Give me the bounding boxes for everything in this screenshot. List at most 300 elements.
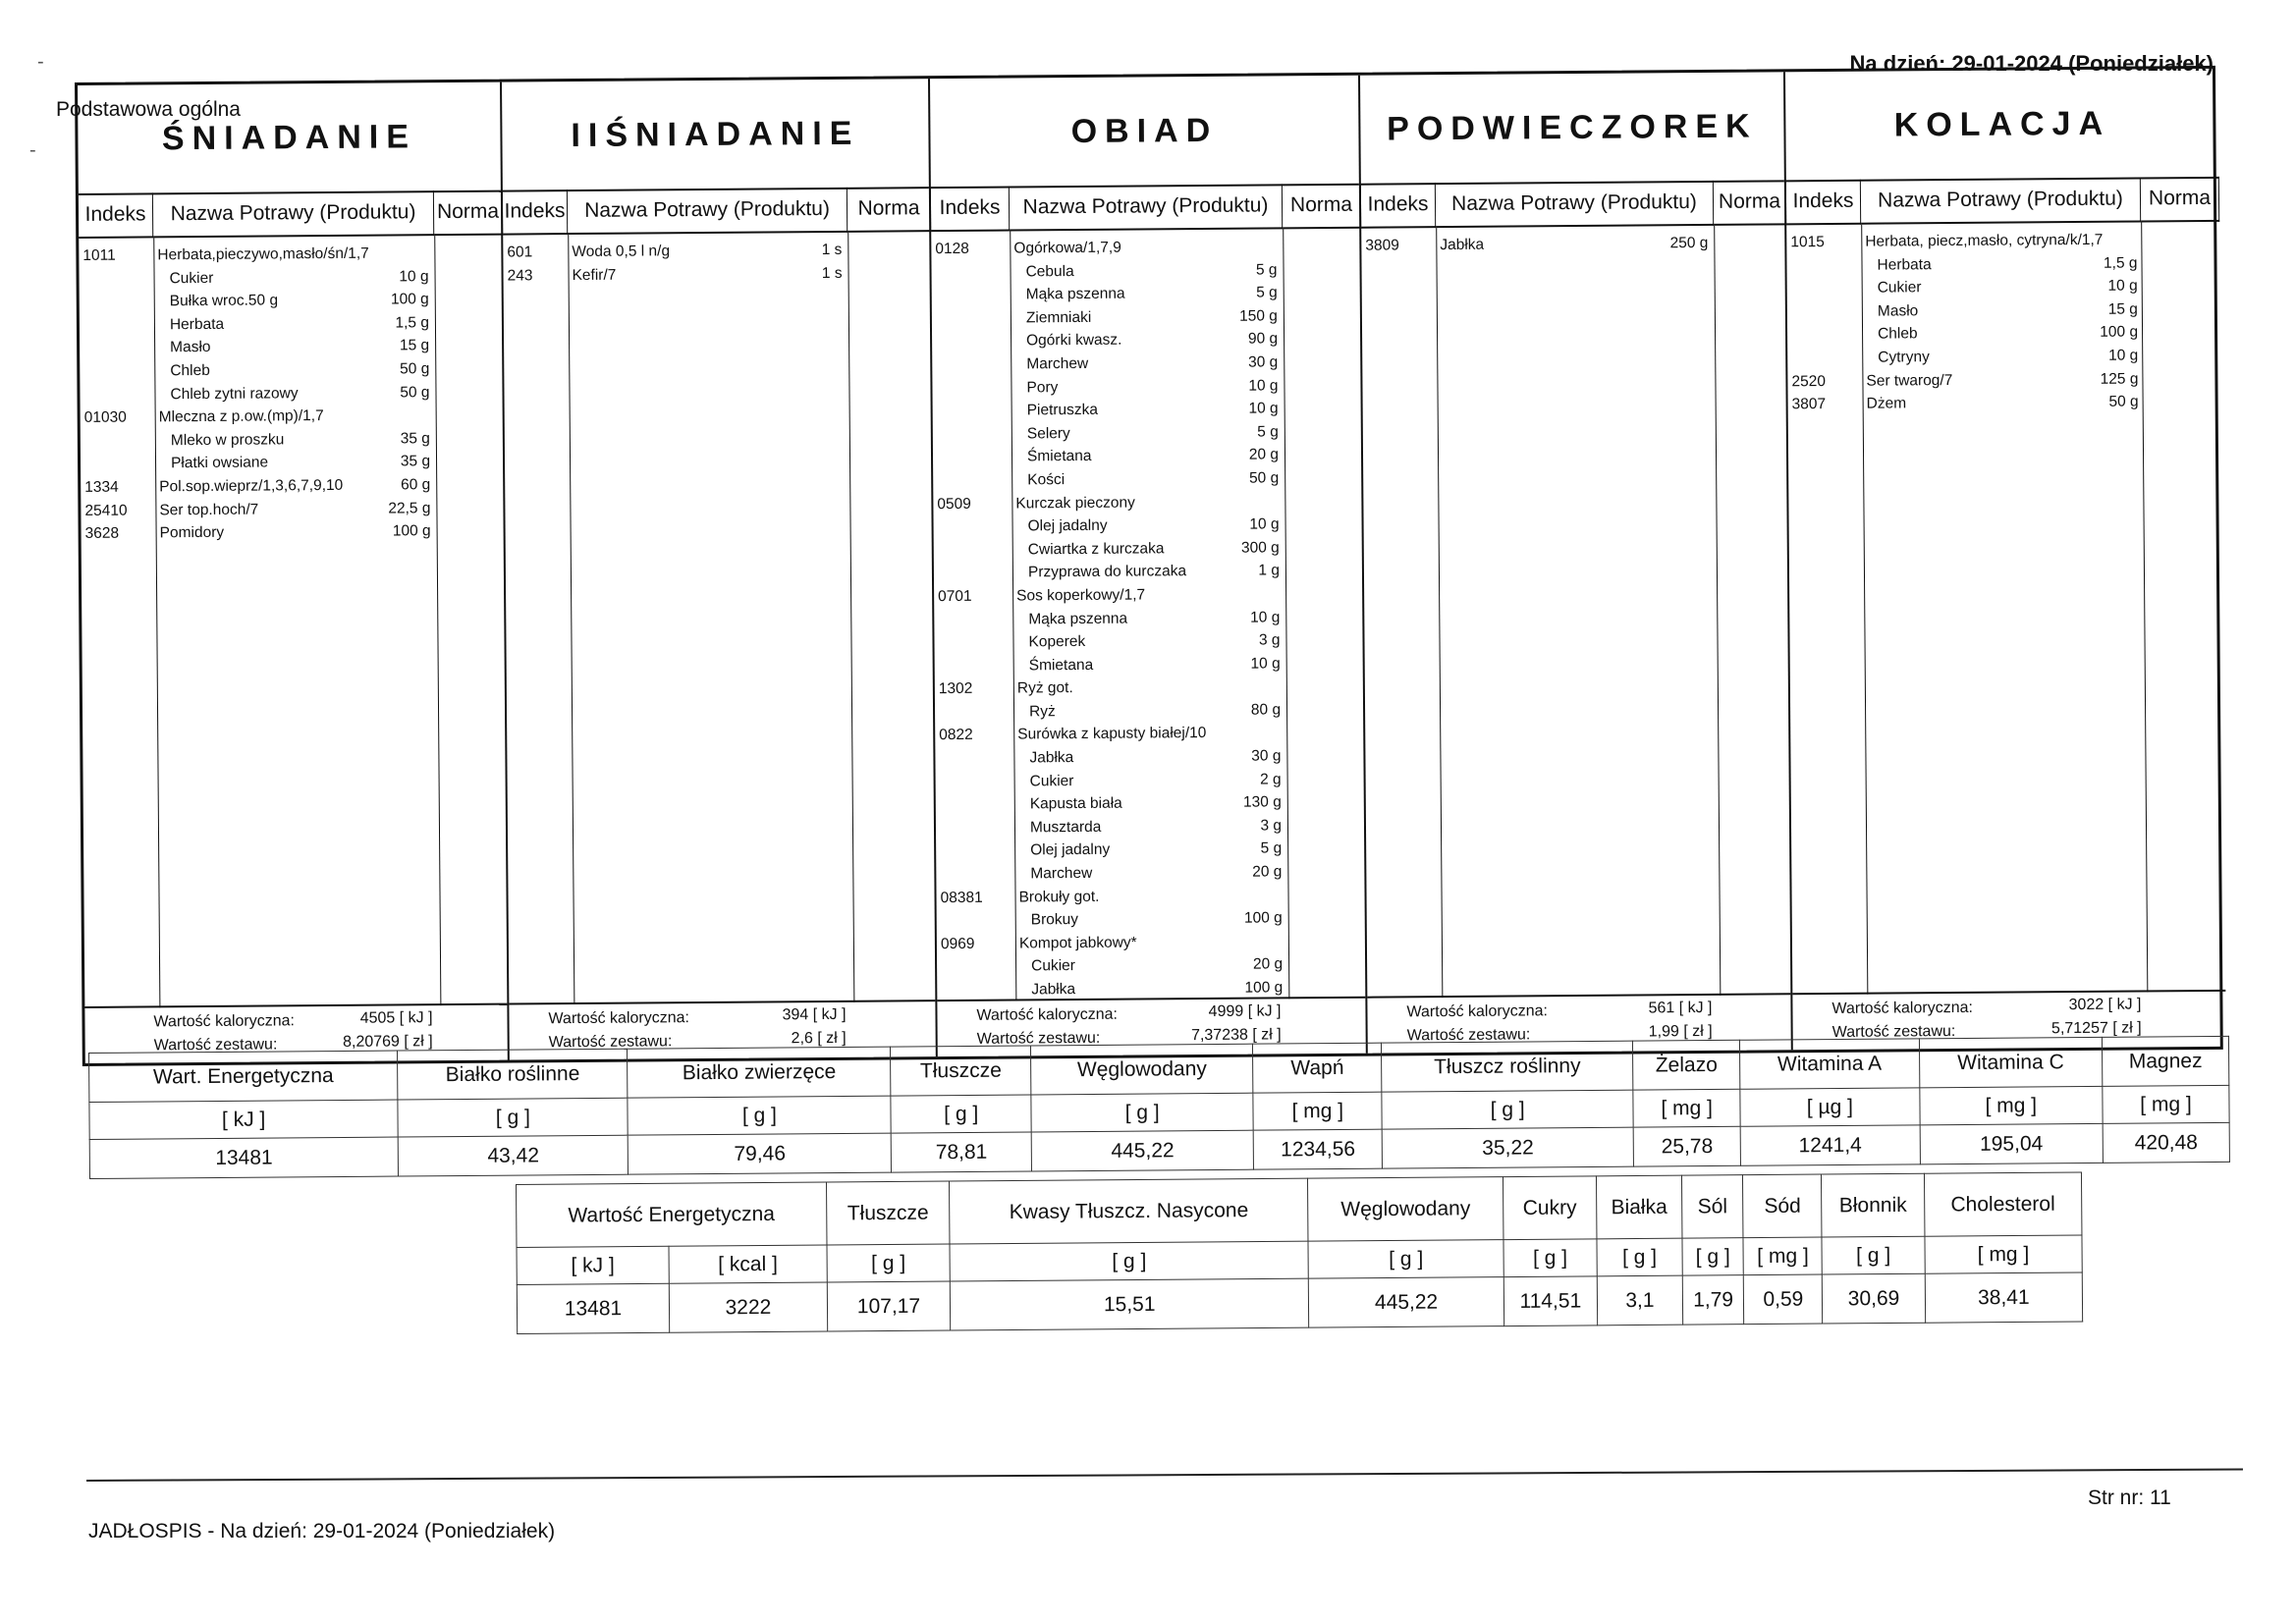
item-index: 0128 [935, 240, 969, 258]
item-norm: 100 g [2100, 323, 2139, 342]
item-name: Mąka pszenna [1025, 285, 1125, 303]
item-name: Mleczna z p.ow.(mp)/1,7 [158, 407, 324, 426]
list-item [932, 373, 1360, 400]
item-norm: 22,5 g [388, 499, 431, 517]
item-norm: 1,5 g [2103, 254, 2138, 272]
item-name: Pietruszka [1026, 401, 1099, 419]
meal-items [1786, 228, 2220, 416]
item-name: Surówka z kapusty białej/10 [1017, 725, 1207, 743]
nutrient-value: 1234,56 [1253, 1129, 1382, 1169]
nutrient-value: 195,04 [1920, 1123, 2104, 1163]
list-item [1786, 250, 2219, 277]
set-label: Wartość zestawu: [1831, 1022, 1956, 1041]
list-item [82, 519, 504, 546]
item-index: 1302 [938, 680, 973, 698]
item-name: Ogórki kwasz. [1026, 332, 1122, 350]
list-item [934, 628, 1362, 655]
nutrient-value: 420,48 [2103, 1122, 2229, 1163]
list-item [503, 238, 929, 264]
item-name: Marchew [1030, 864, 1093, 883]
nutrient-unit: [ g ] [891, 1095, 1031, 1133]
item-name: Woda 0,5 l n/g [572, 243, 671, 261]
list-item [933, 489, 1361, 515]
menu-subtitle: Podstawowa ogólna [56, 98, 241, 121]
meal-0 [78, 82, 510, 1063]
nutrient-header: Żelazo [1633, 1040, 1740, 1090]
col-header-index: Indeks [1361, 183, 1436, 229]
meal-3 [1360, 72, 1793, 1053]
kcal-label: Wartość kaloryczna: [976, 1005, 1119, 1024]
nutrient-header: Białko zwierzęce [628, 1047, 891, 1098]
meal-title: PODWIECZOREK [1360, 72, 1784, 185]
item-name: Herbata [1877, 255, 1932, 274]
nutrient-unit: [ g ] [1308, 1240, 1503, 1279]
item-norm: 50 g [400, 360, 430, 378]
kcal-value: 561 [ kJ ] [1648, 999, 1713, 1017]
item-name: Cukier [1877, 279, 1922, 297]
list-item [932, 351, 1360, 377]
nutrient-header: Cukry [1503, 1176, 1597, 1240]
meal-items [503, 238, 929, 288]
item-name: Przyprawa do kurczaka [1027, 563, 1187, 581]
nutrient-unit: [ g ] [1682, 1238, 1744, 1275]
item-norm: 5 g [1257, 423, 1279, 441]
list-item [935, 744, 1363, 771]
list-item [936, 814, 1364, 840]
nutrient-value: 445,22 [1031, 1130, 1254, 1171]
item-index: 1015 [1790, 234, 1825, 251]
column-divider [568, 235, 574, 1004]
nutrient-value: 13481 [517, 1283, 669, 1333]
nutrient-unit: [ kJ ] [517, 1246, 669, 1284]
item-name: Kefir/7 [572, 266, 617, 284]
item-name: Herbata,pieczywo,masło/śn/1,7 [157, 244, 369, 264]
set-label: Wartość zestawu: [976, 1029, 1101, 1048]
item-name: Jabłka [1440, 236, 1485, 254]
item-name: Cukier [1031, 957, 1075, 975]
item-norm: 10 g [399, 267, 429, 286]
item-name: Herbata [169, 315, 225, 334]
column-divider [847, 233, 854, 1002]
item-norm: 30 g [1248, 353, 1279, 371]
kcal-label: Wartość kaloryczna: [153, 1012, 296, 1031]
item-name: Sos koperkowy/1,7 [1016, 586, 1146, 605]
item-norm: 60 g [400, 476, 431, 494]
list-item [933, 513, 1361, 539]
item-norm: 100 g [1243, 909, 1283, 927]
column-divider [1714, 226, 1721, 996]
nutrient-value: 25,78 [1633, 1126, 1740, 1166]
meal-2 [930, 76, 1368, 1056]
col-header-norm: Norma [1283, 184, 1361, 230]
item-norm: 35 g [400, 453, 431, 470]
list-item [933, 419, 1361, 446]
nutrient-value: 30,69 [1823, 1273, 1926, 1324]
item-name: Ser top.hoch/7 [159, 501, 259, 518]
item-name: Jabłka [1031, 981, 1076, 999]
item-norm: 10 g [1250, 608, 1281, 626]
list-item [931, 257, 1359, 284]
nutrient-value: 35,22 [1382, 1127, 1633, 1168]
list-item [936, 883, 1364, 909]
list-item [935, 698, 1363, 725]
nutrient-header: Tłuszcz roślinny [1382, 1041, 1633, 1092]
item-name: Ryż got. [1016, 679, 1073, 697]
item-name: Brokuy [1030, 911, 1079, 929]
item-name: Koperek [1028, 633, 1086, 651]
item-index: 25410 [84, 502, 128, 519]
list-item [79, 264, 501, 291]
item-norm: 10 g [1248, 376, 1279, 395]
nutrient-header: Wapń [1253, 1043, 1382, 1093]
nutrient-unit: [ mg ] [1633, 1089, 1740, 1127]
item-index: 1334 [84, 478, 119, 496]
item-name: Mąka pszenna [1028, 610, 1128, 627]
item-name: Ser twarog/7 [1866, 371, 1953, 390]
nutrient-unit: [ g ] [628, 1096, 891, 1135]
nutrient-header: Kwasy Tłuszcz. Nasycone [950, 1178, 1309, 1244]
item-index: 601 [507, 243, 533, 261]
item-name: Pol.sop.wieprz/1,3,6,7,9,10 [159, 476, 344, 496]
list-item [934, 535, 1362, 562]
list-item [1788, 390, 2221, 416]
nutrient-header: Witamina C [1919, 1037, 2103, 1087]
nutrient-unit: [ kJ ] [89, 1100, 399, 1139]
item-norm: 130 g [1242, 793, 1282, 811]
nutrient-unit: [ g ] [1503, 1239, 1597, 1277]
item-norm: 80 g [1250, 701, 1282, 719]
item-norm: 3 g [1258, 631, 1281, 649]
col-header-index: Indeks [931, 187, 1010, 233]
list-item [933, 443, 1361, 469]
item-norm: 20 g [1252, 863, 1283, 881]
col-header-name: Nazwa Potrawy (Produktu) [153, 190, 434, 238]
item-norm: 100 g [392, 522, 431, 540]
nutrient-header: Tłuszcze [891, 1046, 1031, 1096]
list-item [1787, 298, 2220, 324]
item-name: Pory [1026, 378, 1059, 396]
list-item [1787, 274, 2220, 300]
item-norm: 20 g [1248, 446, 1280, 463]
set-value: 1,99 [ zł ] [1648, 1022, 1713, 1041]
list-item [1787, 366, 2220, 393]
kcal-label: Wartość kaloryczna: [1831, 999, 1973, 1017]
list-item [932, 281, 1360, 307]
item-norm: 1 s [821, 241, 843, 259]
item-name: Kapusta biała [1029, 794, 1122, 813]
item-name: Cukier [1029, 772, 1074, 790]
item-name: Kurczak pieczony [1015, 494, 1135, 513]
nutrient-unit: [ g ] [827, 1244, 951, 1282]
list-item [81, 404, 503, 430]
item-norm: 20 g [1252, 955, 1284, 974]
item-norm: 1,5 g [395, 313, 429, 332]
col-header-index: Indeks [503, 189, 568, 236]
nutrient-header: Węglowodany [1031, 1044, 1254, 1095]
list-item [933, 466, 1361, 493]
meal-items [931, 235, 1365, 1002]
set-label: Wartość zestawu: [1406, 1026, 1531, 1045]
nutrient-value: 15,51 [950, 1278, 1309, 1330]
item-index: 0969 [940, 935, 975, 952]
item-name: Pomidory [159, 523, 225, 542]
item-name: Cwiartka z kurczaka [1027, 540, 1165, 559]
item-name: Masło [170, 339, 211, 356]
nutrient-value: 1241,4 [1740, 1125, 1920, 1165]
nutrient-unit: [ kcal ] [669, 1245, 827, 1283]
list-item [935, 651, 1363, 677]
list-item [80, 310, 502, 337]
nutrient-value: 3222 [669, 1282, 827, 1332]
nutrient-unit: [ mg ] [2103, 1085, 2229, 1123]
item-norm: 2 g [1259, 771, 1282, 788]
meal-title: KOLACJA [1785, 69, 2219, 182]
item-norm: 5 g [1256, 284, 1278, 301]
item-name: Ziemniaki [1025, 308, 1092, 327]
item-name: Kości [1027, 471, 1066, 489]
meal-title: IIŚNIADANIE [502, 79, 929, 191]
nutrient-value: 114,51 [1503, 1276, 1597, 1326]
item-name: Ryż [1028, 703, 1056, 721]
meal-4 [1785, 69, 2226, 1050]
item-norm: 3 g [1260, 817, 1283, 835]
item-index: 3809 [1365, 237, 1399, 254]
menu-table [75, 66, 2223, 1066]
kcal-value: 4999 [ kJ ] [1208, 1002, 1282, 1020]
col-header-name: Nazwa Potrawy (Produktu) [568, 188, 847, 235]
item-norm: 90 g [1247, 330, 1279, 348]
item-index: 08381 [940, 889, 983, 906]
scan-mark: - [29, 139, 36, 161]
list-item [935, 675, 1363, 701]
item-norm: 125 g [2100, 370, 2139, 388]
list-item [936, 860, 1364, 887]
item-name: Ogórkowa/1,7,9 [1013, 239, 1121, 257]
nutrient-value: 107,17 [827, 1281, 951, 1331]
header-date: Na dzień: 29-01-2024 (Poniedziałek) [1849, 51, 2214, 76]
list-item [81, 496, 503, 522]
item-index: 3628 [84, 524, 120, 543]
list-item [81, 426, 503, 453]
item-norm: 250 g [1669, 234, 1709, 252]
item-name: Selery [1026, 424, 1070, 443]
item-name: Chleb [1878, 325, 1918, 343]
item-name: Chleb [170, 361, 210, 380]
item-name: Chleb zytni razowy [170, 384, 299, 403]
item-norm: 300 g [1240, 539, 1280, 557]
col-header-name: Nazwa Potrawy (Produktu) [1436, 181, 1714, 228]
list-item [934, 605, 1362, 631]
item-norm: 100 g [390, 291, 429, 308]
nutrient-unit: [ mg ] [1919, 1086, 2103, 1124]
nutrient-unit: [ g ] [950, 1241, 1309, 1281]
list-item [80, 380, 502, 406]
nutrient-unit: [ g ] [1382, 1090, 1633, 1129]
nutrient-value: 43,42 [398, 1135, 628, 1176]
item-norm: 5 g [1260, 839, 1283, 857]
nutrition-table-2 [516, 1171, 2083, 1334]
item-name: Mleko w proszku [170, 431, 285, 449]
kcal-value: 3022 [ kJ ] [2068, 996, 2142, 1014]
set-value: 8,20769 [ zł ] [342, 1033, 433, 1051]
item-norm: 50 g [400, 383, 430, 401]
nutrient-header: Witamina A [1740, 1039, 1920, 1089]
list-item [936, 837, 1364, 863]
nutrient-value: 445,22 [1309, 1277, 1504, 1328]
list-item [932, 304, 1360, 331]
item-index: 0822 [939, 727, 973, 744]
scan-mark: - [37, 51, 44, 73]
kcal-value: 394 [ kJ ] [782, 1005, 847, 1024]
nutrient-unit: [ g ] [1822, 1236, 1925, 1274]
list-item [935, 721, 1363, 747]
item-name: Bułka wroc.50 g [169, 292, 279, 310]
nutrient-unit: [ g ] [398, 1098, 628, 1137]
nutrient-value: 3,1 [1597, 1275, 1682, 1325]
set-value: 2,6 [ zł ] [791, 1029, 847, 1048]
kcal-label: Wartość kaloryczna: [548, 1009, 690, 1028]
list-item [1361, 231, 1784, 257]
col-header-norm: Norma [434, 190, 503, 237]
list-item [80, 357, 502, 384]
item-name: Cytryny [1878, 349, 1930, 366]
nutrition-table-1 [88, 1036, 2230, 1179]
item-norm: 50 g [1248, 469, 1280, 487]
nutrient-header: Białko roślinne [398, 1049, 629, 1100]
meal-title: ŚNIADANIE [78, 82, 501, 195]
nutrient-header: Sód [1743, 1174, 1822, 1238]
column-divider [1436, 228, 1443, 998]
col-header-name: Nazwa Potrawy (Produktu) [1861, 177, 2141, 224]
item-index: 3807 [1791, 396, 1827, 413]
list-item [936, 790, 1364, 817]
nutrient-header: Magnez [2103, 1036, 2229, 1086]
item-name: Musztarda [1029, 818, 1102, 837]
item-norm: 10 g [2108, 347, 2139, 364]
col-header-norm: Norma [1714, 180, 1786, 226]
item-name: Masło [1877, 302, 1919, 320]
nutrient-header: Błonnik [1822, 1173, 1925, 1237]
item-name: Dżem [1866, 395, 1907, 412]
nutrient-header: Tłuszcze [826, 1181, 950, 1245]
nutrient-value: 79,46 [629, 1133, 892, 1174]
item-name: Kompot jabkowy* [1018, 934, 1137, 952]
item-index: 2520 [1791, 372, 1826, 390]
item-name: Śmietana [1028, 656, 1094, 675]
nutrient-header: Sól [1681, 1175, 1743, 1238]
item-norm: 5 g [1255, 260, 1278, 279]
item-index: 0509 [937, 495, 971, 513]
nutrient-header: Białka [1596, 1175, 1681, 1239]
meal-items [79, 242, 503, 546]
set-label: Wartość zestawu: [548, 1033, 673, 1052]
nutrient-unit: [ mg ] [1925, 1235, 2083, 1273]
item-norm: 10 g [1249, 515, 1280, 533]
energy-header: Wartość Energetyczna [517, 1182, 827, 1247]
item-name: Jabłka [1029, 749, 1074, 767]
nutrient-unit: [ mg ] [1253, 1092, 1382, 1130]
item-name: Olej jadalny [1027, 516, 1108, 535]
list-item [932, 327, 1360, 353]
item-name: Herbata, piecz,masło, cytryna/k/1,7 [1865, 231, 2104, 250]
item-norm: 15 g [2107, 300, 2138, 318]
list-item [937, 952, 1365, 979]
set-label: Wartość zestawu: [153, 1036, 278, 1055]
item-norm: 15 g [399, 337, 430, 354]
item-index: 243 [507, 266, 533, 285]
list-item [80, 288, 502, 314]
item-name: Płatki owsiane [170, 454, 269, 472]
list-item [503, 261, 929, 288]
item-norm: 35 g [400, 429, 430, 448]
item-name: Cebula [1025, 262, 1074, 280]
item-name: Marchew [1026, 354, 1089, 373]
list-item [81, 473, 503, 500]
list-item [931, 235, 1359, 261]
nutrient-header: Węglowodany [1308, 1177, 1503, 1242]
footer-rule [86, 1469, 2243, 1482]
col-header-index: Indeks [1786, 180, 1861, 226]
item-norm: 10 g [1248, 400, 1279, 417]
list-item [81, 450, 503, 476]
list-item [934, 582, 1362, 609]
nutrient-value: 38,41 [1925, 1272, 2083, 1323]
nutrient-unit: [ g ] [1031, 1093, 1254, 1132]
nutrient-unit: [ mg ] [1743, 1237, 1822, 1275]
col-header-index: Indeks [79, 192, 153, 239]
list-item [936, 767, 1364, 793]
item-name: Brokuły got. [1018, 888, 1100, 906]
list-item [937, 906, 1365, 933]
footer-title: JADŁOSPIS - Na dzień: 29-01-2024 (Poniedziałek) [88, 1520, 556, 1542]
item-norm: 10 g [2107, 277, 2138, 295]
item-norm: 150 g [1239, 307, 1278, 325]
nutrient-unit: [ g ] [1597, 1238, 1682, 1276]
item-name: Olej jadalny [1030, 841, 1111, 859]
item-norm: 50 g [2108, 393, 2139, 410]
meal-1 [502, 79, 938, 1059]
col-header-norm: Norma [847, 187, 931, 233]
list-item [1787, 344, 2220, 370]
item-norm: 10 g [1250, 655, 1281, 673]
set-value: 7,37238 [ zł ] [1190, 1026, 1282, 1045]
list-item [937, 930, 1365, 956]
nutrient-value: 0,59 [1744, 1274, 1823, 1325]
nutrient-header: Cholesterol [1924, 1172, 2082, 1236]
item-norm: 30 g [1251, 747, 1282, 765]
item-norm: 1 s [821, 264, 843, 282]
col-header-name: Nazwa Potrawy (Produktu) [1010, 184, 1283, 231]
list-item [934, 559, 1362, 585]
item-name: Cukier [169, 269, 214, 287]
col-header-norm: Norma [2141, 177, 2219, 223]
set-value: 5,71257 [ zł ] [2050, 1019, 2142, 1038]
nutrient-header: Wart. Energetyczna [89, 1051, 399, 1102]
nutrient-value: 78,81 [892, 1132, 1032, 1172]
list-item [1787, 320, 2220, 347]
nutrient-value: 13481 [89, 1137, 399, 1178]
meal-title: OBIAD [930, 76, 1359, 189]
meal-items [1361, 231, 1784, 257]
item-norm: 100 g [1244, 979, 1284, 997]
list-item [79, 242, 501, 268]
kcal-label: Wartość kaloryczna: [1406, 1002, 1548, 1021]
item-name: Śmietana [1026, 448, 1092, 465]
page-number: Str nr: 11 [2088, 1487, 2171, 1509]
nutrient-value: 1,79 [1682, 1275, 1744, 1325]
item-index: 01030 [83, 408, 127, 427]
kcal-value: 4505 [ kJ ] [359, 1009, 433, 1027]
